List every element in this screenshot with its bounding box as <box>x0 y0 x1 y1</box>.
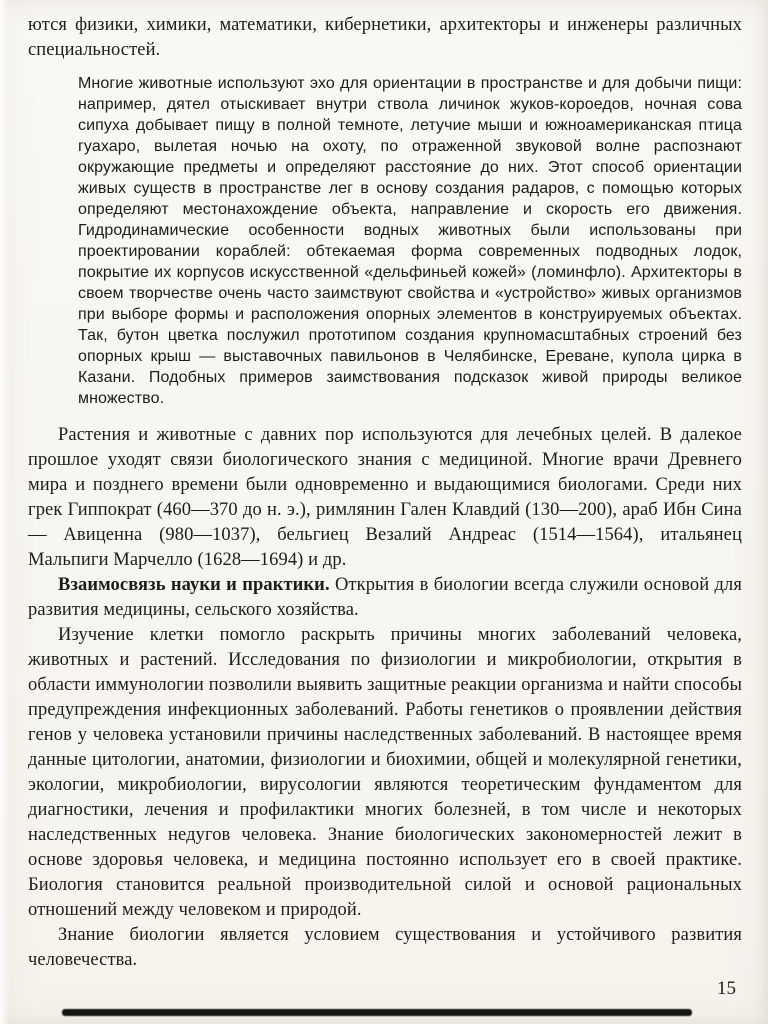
paragraph-continuation: ются физики, химики, математики, кибернетики, архитекторы и инженеры различных специальностей. <box>28 15 742 60</box>
scan-artifact-bottom-bar <box>62 1009 692 1016</box>
paragraph-history-of-biology: Растения и животные с давних пор используются для лечебных целей. В далекое прошлое уходят связи биологического знания с медициной. Многие врачи Древнего мира и позднего времени были одновременно и выдающимися биологами. Среди них грек Гиппократ (460—370 до н. э.), римлянин Гален Клавдий (130—200), араб Ибн Сина — Авиценна (980—1037), бельгиец Везалий Андреас (1514—1564), итальянец Мальпиги Марчелло (1628—1694) и др. <box>28 425 742 570</box>
paragraph-science-and-practice <box>28 573 742 623</box>
scan-left-edge-artifact <box>0 0 10 1024</box>
bold-lead-science-and-practice: Взаимосвязь науки и практики. <box>58 575 330 595</box>
text-column <box>28 13 742 973</box>
science-and-practice-text: Открытия в биологии всегда служили основой для развития медицины, сельского хозяйства. <box>28 575 742 620</box>
page-number: 15 <box>717 978 736 999</box>
paragraph-cell-study-medicine: Изучение клетки помогло раскрыть причины многих заболеваний человека, животных и растений. Исследования по физиологии и микробиологии, открытия в области иммунологии позволили выявить защитные реакции организма и найти способы предупреждения инфекционных заболеваний. Работы генетиков о проявлении действия генов у человека установили причины наследственных заболеваний. В настоящее время данные цитологии, анатомии, физиологии и биохимии, общей и молекулярной генетики, экологии, микробиологии, вирусологии являются теоретическим фундаментом для диагностики, лечения и профилактики многих болезней, в том числе и некоторых наследственных недугов человека. Знание биологических закономерностей лежит в основе здоровья человека, и медицина постоянно использует его в своей практике. Биология становится реальной производительной силой и основой рациональных отношений между человеком и природой. <box>28 625 742 920</box>
inset-example-paragraph: Многие животные используют эхо для ориентации в пространстве и для добычи пищи: например, дятел отыскивает внутри ствола личинок жуков-короедов, ночная сова сипуха добывает пищу в полной темноте, летучие мыши и южноамериканская птица гуахаро, вылетая ночью на охоту, по отраженной звуковой волне распознают окружающие предметы и определяют расстояние до них. Этот способ ориентации живых существ в пространстве лег в основу создания радаров, с помощью которых определяют местонахождение объекта, направление и скорость его движения. Гидродинамические особенности водных животных были использованы при проектировании кораблей: обтекаемая форма современных подводных лодок, покрытие их корпусов искусственной «дельфиньей кожей» (ломинфло). Архитекторы в своем творчестве очень часто заимствуют свойства и «устройство» живых организмов при выборе формы и расположения опорных элементов в конструируемых объектах. Так, бутон цветка послужил прототипом создания крупномасштабных строений без опорных крыш — выставочных павильонов в Челябинске, Ереване, купола цирка в Казани. Подобных примеров заимствования подсказок живой природы великое множество. <box>78 75 742 407</box>
paragraph-conclusion: Знание биологии является условием существования и устойчивого развития человечества. <box>28 925 742 970</box>
